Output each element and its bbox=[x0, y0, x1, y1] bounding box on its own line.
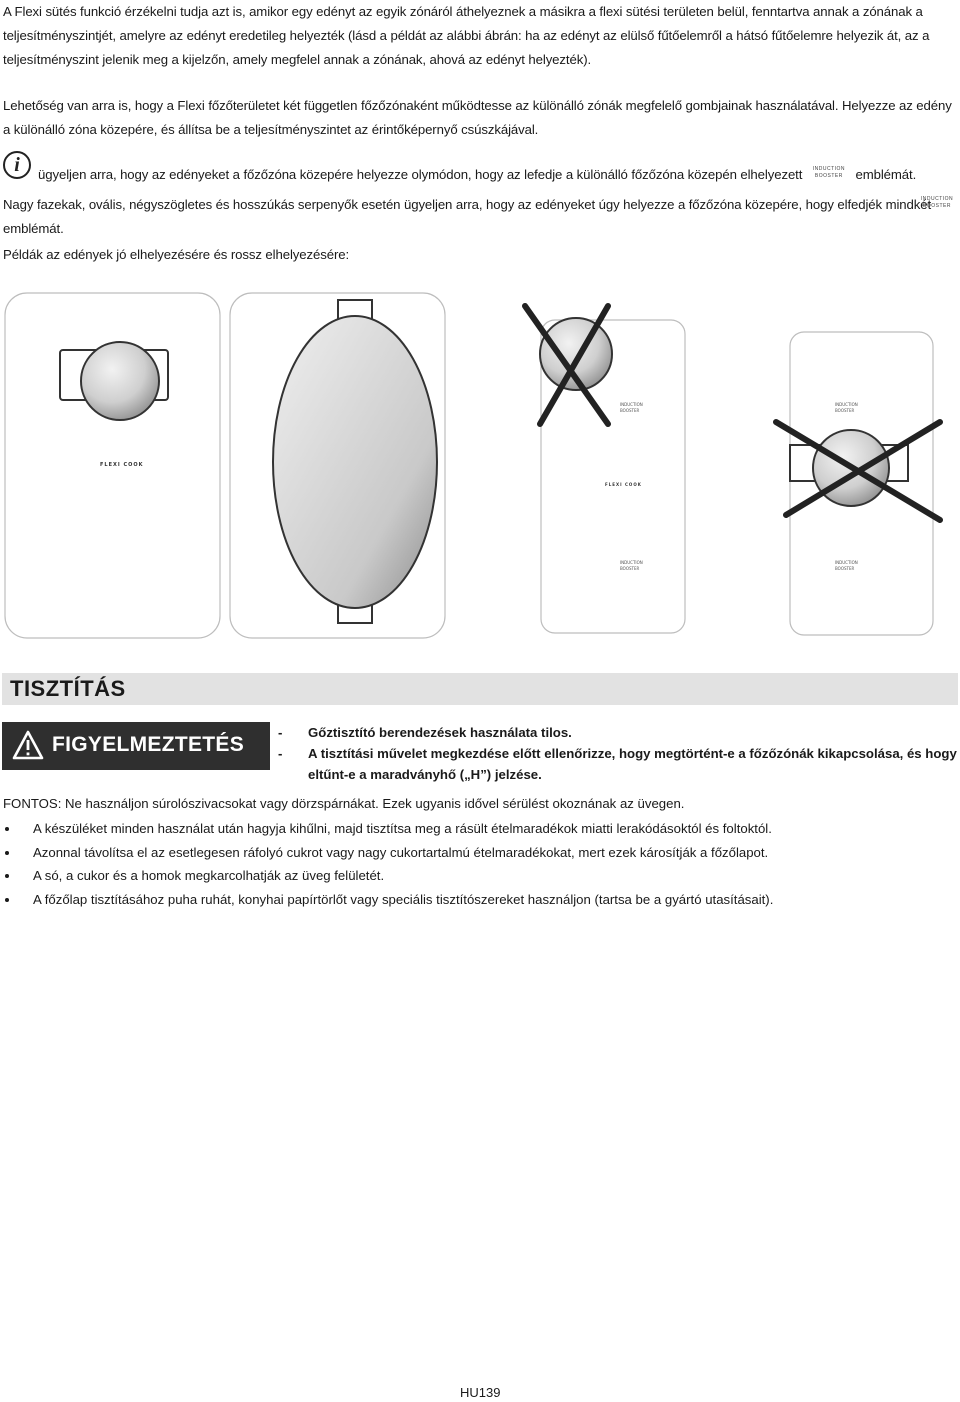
list-item: A só, a cukor és a homok megkarcolhatják az üveg felületét. bbox=[3, 864, 958, 888]
example-round-pot-correct bbox=[5, 293, 220, 638]
round-pot bbox=[81, 342, 159, 420]
zone-label: FLEXI COOK bbox=[100, 462, 144, 468]
svg-text:BOOSTER: BOOSTER bbox=[620, 566, 640, 571]
induction-booster-logo: INDUCTION bbox=[620, 560, 643, 565]
list-item: A készüléket minden használat után hagyja kihűlni, majd tisztítsa meg a rásült ételmaradékok miatti lerakódásoktól és foltoktól. bbox=[3, 817, 958, 841]
example-oval-pan-correct bbox=[230, 293, 445, 638]
induction-booster-logo: INDUCTION BOOSTER bbox=[920, 196, 954, 209]
svg-text:BOOSTER: BOOSTER bbox=[835, 566, 855, 571]
warning-item: - Gőztisztító berendezések használata tilos. bbox=[278, 725, 572, 740]
cleaning-list bbox=[3, 817, 958, 911]
flexi-zones-paragraph: Lehetőség van arra is, hogy a Flexi főzőterületet két független főzőzónaként működtesse az különálló zónák megfelelő gombjainak használatával. Helyezze az edény a különálló zóna közepére, és állítsa be a teljesítményszintet az érintőképernyő csúszkájával. bbox=[3, 98, 952, 137]
section-header bbox=[2, 673, 958, 705]
zone-label: FLEXI COOK bbox=[605, 482, 642, 487]
svg-text:BOOSTER: BOOSTER bbox=[620, 408, 640, 413]
example-off-center-pot-incorrect bbox=[525, 306, 685, 633]
large-pans-end: emblémát. bbox=[3, 221, 64, 236]
info-icon: i bbox=[3, 151, 31, 179]
intro-paragraph: A Flexi sütés funkció érzékelni tudja azt is, amikor egy edényt az egyik zónáról áthelyeznek a másikra a flexi sütési területen belül, fenntartva annak a zónának a teljesítményszintjét, amelyre az edényt eredetileg helyezték (lásd a példát az alábbi ábrán: ha az edényt az elülső fűtőelemről a hátsó fűtőelemre helyezik át, az a teljesítményszint jelenik meg a kijelzőn, amely megfelel annak a zónának, ahová az edényt helyezték). bbox=[3, 4, 930, 67]
induction-booster-logo: INDUCTION bbox=[835, 560, 858, 565]
induction-booster-logo: INDUCTION bbox=[835, 402, 858, 407]
warning-triangle-icon bbox=[12, 730, 44, 760]
info-note-end: emblémát. bbox=[855, 167, 917, 182]
oval-pan bbox=[273, 316, 437, 608]
svg-text:BOOSTER: BOOSTER bbox=[835, 408, 855, 413]
induction-booster-logo: INDUCTION bbox=[620, 402, 643, 407]
placement-examples-figure bbox=[0, 290, 960, 640]
warning-box bbox=[2, 722, 270, 770]
section-title: TISZTÍTÁS bbox=[10, 676, 126, 701]
warning-label: FIGYELMEZTETÉS bbox=[52, 733, 245, 756]
examples-heading: Példák az edények jó elhelyezésére és rossz elhelyezésére: bbox=[3, 247, 350, 262]
induction-booster-logo: INDUCTION BOOSTER bbox=[812, 165, 846, 179]
important-note: FONTOS: Ne használjon súrolószivacsokat vagy dörzspárnákat. Ezek ugyanis idővel sérülést okoznának az üvegen. bbox=[3, 796, 685, 811]
page-number: HU139 bbox=[460, 1385, 501, 1400]
info-note-text: ügyeljen arra, hogy az edényeket a főzőzóna közepére helyezze olymódon, hogy az lefedje a különálló főzőzóna közepén elhelyezett bbox=[38, 167, 803, 182]
warning-item: - A tisztítási művelet megkezdése előtt ellenőrizze, hogy megtörtént-e a főzőzónák kikapcsolása, és hogy eltűnt-e a maradványhő („H”) jelzése. bbox=[278, 746, 957, 782]
example-between-zones-pot-incorrect bbox=[776, 332, 940, 635]
list-item: A főzőlap tisztításához puha ruhát, konyhai papírtörlőt vagy speciális tisztítószereket használjon (tartsa be a gyártó utasításait). bbox=[3, 888, 958, 912]
large-pans-text: Nagy fazekak, ovális, négyszögletes és hosszúkás serpenyők esetén ügyeljen arra, hogy az edényeket úgy helyezze a főzőzóna közepére, hogy elfedjék mindkét bbox=[3, 197, 932, 212]
info-note bbox=[38, 163, 958, 187]
list-item: Azonnal távolítsa el az esetlegesen ráfolyó cukrot vagy nagy cukortartalmú ételmaradékokat, mert ezek károsítják a főzőlapot. bbox=[3, 841, 958, 865]
warning-list bbox=[278, 722, 958, 785]
large-pans-paragraph bbox=[3, 193, 958, 241]
